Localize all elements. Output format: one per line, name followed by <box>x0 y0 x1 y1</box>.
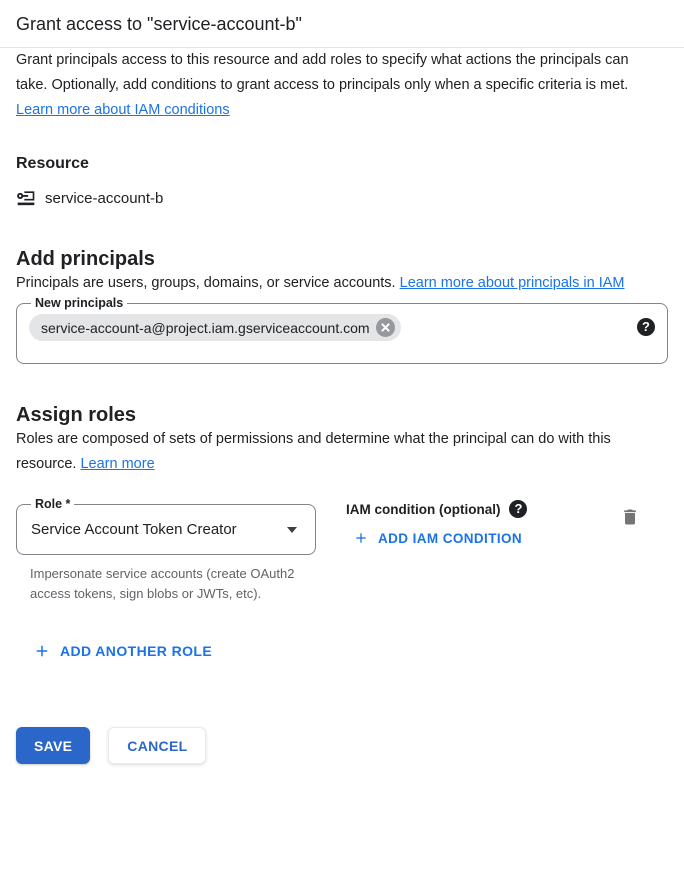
add-principals-text: Principals are users, groups, domains, or service accounts. <box>16 275 396 291</box>
service-account-key-icon <box>16 188 36 208</box>
iam-conditions-link[interactable]: Learn more about IAM conditions <box>16 102 230 118</box>
dialog-footer <box>16 727 668 764</box>
trash-icon[interactable] <box>620 507 640 527</box>
close-icon[interactable] <box>376 318 395 337</box>
resource-name: service-account-b <box>45 189 164 207</box>
new-principals-field[interactable] <box>16 296 668 364</box>
description-text: Grant principals access to this resource and add roles to specify what actions the principals can take. Optionally, add conditions to grant access to principals only when a specific criteria is met. <box>16 52 629 93</box>
new-principals-label: New principals <box>35 296 124 310</box>
dialog-title: Grant access to "service-account-b" <box>16 14 302 34</box>
role-value: Service Account Token Creator <box>31 521 237 538</box>
add-iam-condition-button[interactable] <box>353 530 522 546</box>
add-another-role-button[interactable] <box>33 642 212 660</box>
roles-learn-more-link[interactable]: Learn more <box>80 456 155 472</box>
plus-icon <box>353 530 369 546</box>
role-label: Role * <box>35 497 71 511</box>
role-select[interactable] <box>29 515 303 544</box>
assign-roles-description <box>16 427 648 477</box>
iam-condition-label-row <box>346 500 527 518</box>
role-select-field[interactable] <box>16 497 316 555</box>
add-principals-description <box>16 271 648 296</box>
assign-roles-text: Roles are composed of sets of permissions and determine what the principal can do with this resource. <box>16 431 611 472</box>
role-row <box>16 497 668 555</box>
plus-icon <box>33 642 51 660</box>
resource-row <box>16 188 668 208</box>
add-iam-condition-label: ADD IAM CONDITION <box>378 530 523 546</box>
iam-condition-label: IAM condition (optional) <box>346 501 501 517</box>
chevron-down-icon <box>287 527 297 533</box>
cancel-button[interactable]: CANCEL <box>108 727 206 764</box>
help-icon[interactable]: ? <box>637 318 655 336</box>
role-help-text: Impersonate service accounts (create OAuth2 access tokens, sign blobs or JWTs, etc). <box>30 566 295 601</box>
new-principals-input[interactable] <box>29 314 655 341</box>
save-button[interactable]: SAVE <box>16 727 90 764</box>
principal-chip-label: service-account-a@project.iam.gserviceaccount.com <box>41 319 370 336</box>
principals-learn-more-link[interactable]: Learn more about principals in IAM <box>399 275 625 291</box>
principal-chip[interactable] <box>29 314 401 341</box>
dialog-description <box>16 48 648 123</box>
iam-condition-block <box>346 497 527 551</box>
add-principals-heading: Add principals <box>16 248 155 270</box>
dialog-content <box>0 48 684 788</box>
add-another-role-label: ADD ANOTHER ROLE <box>60 643 213 659</box>
help-icon[interactable]: ? <box>509 500 527 518</box>
assign-roles-heading: Assign roles <box>16 404 137 426</box>
resource-heading: Resource <box>16 155 89 172</box>
